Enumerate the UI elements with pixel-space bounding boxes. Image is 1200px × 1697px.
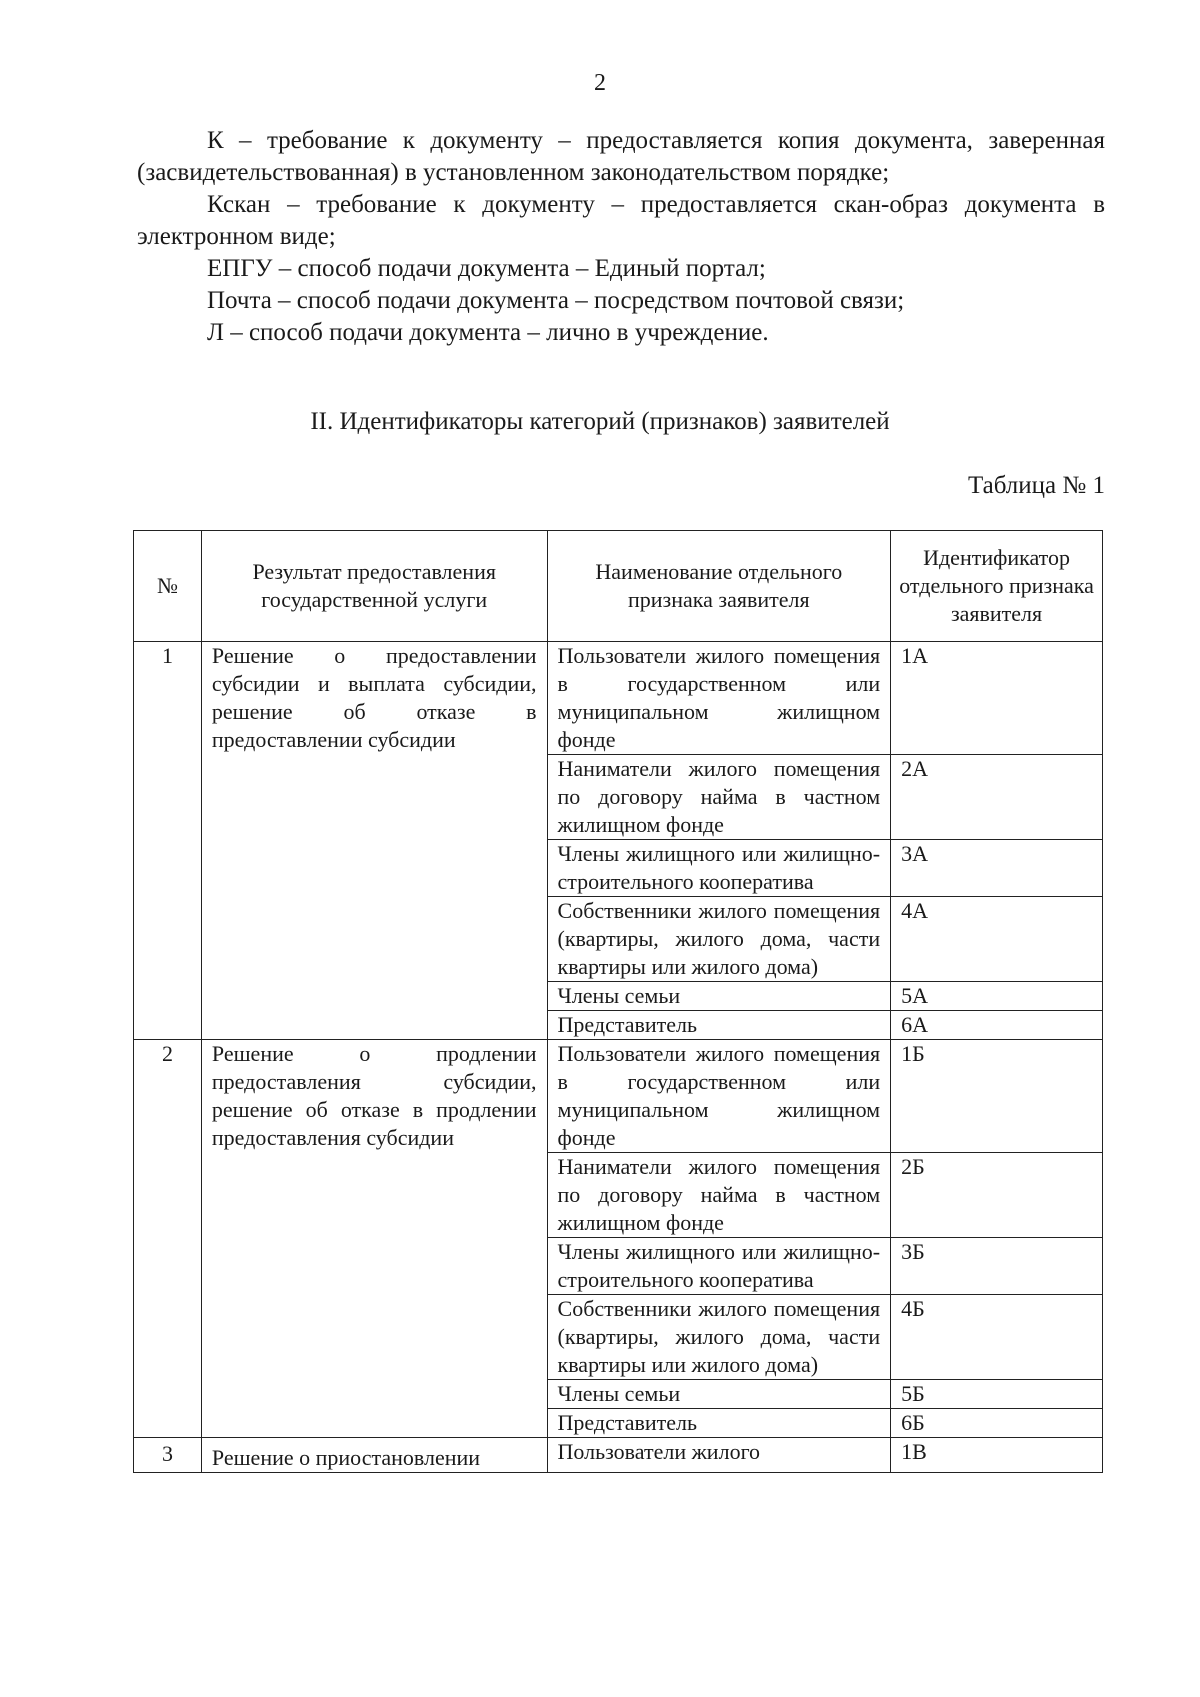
header-name: Наименование отдельного признака заявителя <box>547 531 891 642</box>
intro-paragraph: Почта – способ подачи документа – посредством почтовой связи; <box>207 287 905 314</box>
attribute-identifier-cell: 2А <box>891 755 1103 840</box>
applicant-attribute-cell: Пользователи жилого помещения в государственном или муниципальном жилищном фонде <box>547 1040 891 1153</box>
attribute-identifier-cell: 2Б <box>891 1153 1103 1238</box>
applicant-identifiers-table <box>133 530 1103 1473</box>
attribute-identifier-cell: 4Б <box>891 1295 1103 1380</box>
intro-paragraph: К – требование к документу – предоставляется копия документа, заверенная (засвидетельствованная) в установленном законодательством порядке; <box>137 127 1105 186</box>
attribute-identifier-cell: 1А <box>891 642 1103 755</box>
attribute-identifier-cell: 3Б <box>891 1238 1103 1295</box>
applicant-attribute-cell: Представитель <box>547 1011 891 1040</box>
applicant-attribute-cell: Представитель <box>547 1409 891 1438</box>
service-result-cell: Решение о продлении предоставления субсидии, решение об отказе в продлении предоставления субсидии <box>201 1040 547 1438</box>
header-num: № <box>134 531 202 642</box>
table-caption: Таблица № 1 <box>967 472 1105 499</box>
row-number-cell: 2 <box>134 1040 202 1438</box>
intro-paragraph: ЕПГУ – способ подачи документа – Единый портал; <box>207 255 766 282</box>
page-number: 2 <box>594 70 606 96</box>
attribute-identifier-cell: 1В <box>891 1438 1103 1473</box>
intro-text <box>137 125 1105 349</box>
service-result-cell: Решение о предоставлении субсидии и выплата субсидии, решение об отказе в предоставлении субсидии <box>201 642 547 1040</box>
applicant-attribute-cell: Собственники жилого помещения (квартиры, жилого дома, части квартиры или жилого дома) <box>547 897 891 982</box>
header-result: Результат предоставления государственной услуги <box>201 531 547 642</box>
applicant-attribute-cell: Наниматели жилого помещения по договору найма в частном жилищном фонде <box>547 755 891 840</box>
table-row <box>134 1040 1103 1153</box>
applicant-attribute-cell: Члены семьи <box>547 982 891 1011</box>
row-number-cell: 3 <box>134 1438 202 1473</box>
applicant-attribute-cell: Члены жилищного или жилищно-строительного кооператива <box>547 840 891 897</box>
row-number-cell: 1 <box>134 642 202 1040</box>
attribute-identifier-cell: 3А <box>891 840 1103 897</box>
applicant-attribute-cell: Собственники жилого помещения (квартиры, жилого дома, части квартиры или жилого дома) <box>547 1295 891 1380</box>
table-row <box>134 642 1103 755</box>
applicant-attribute-cell: Члены жилищного или жилищно-строительного кооператива <box>547 1238 891 1295</box>
intro-paragraph: Кскан – требование к документу – предоставляется скан-образ документа в электронном виде; <box>137 191 1105 250</box>
attribute-identifier-cell: 5Б <box>891 1380 1103 1409</box>
header-identifier: Идентификатор отдельного признака заявителя <box>891 531 1103 642</box>
applicant-attribute-cell: Члены семьи <box>547 1380 891 1409</box>
attribute-identifier-cell: 5А <box>891 982 1103 1011</box>
applicant-attribute-cell: Пользователи жилого <box>547 1438 891 1473</box>
attribute-identifier-cell: 6Б <box>891 1409 1103 1438</box>
table-header-row <box>134 531 1103 642</box>
applicant-attribute-cell: Пользователи жилого помещения в государственном или муниципальном жилищном фонде <box>547 642 891 755</box>
attribute-identifier-cell: 4А <box>891 897 1103 982</box>
attribute-identifier-cell: 6А <box>891 1011 1103 1040</box>
section-title: II. Идентификаторы категорий (признаков) заявителей <box>310 408 890 435</box>
attribute-identifier-cell: 1Б <box>891 1040 1103 1153</box>
service-result-cell: Решение о приостановлении <box>201 1438 547 1473</box>
intro-paragraph: Л – способ подачи документа – лично в учреждение. <box>207 319 769 346</box>
table-body <box>134 642 1103 1473</box>
table-row <box>134 1438 1103 1473</box>
applicant-attribute-cell: Наниматели жилого помещения по договору найма в частном жилищном фонде <box>547 1153 891 1238</box>
